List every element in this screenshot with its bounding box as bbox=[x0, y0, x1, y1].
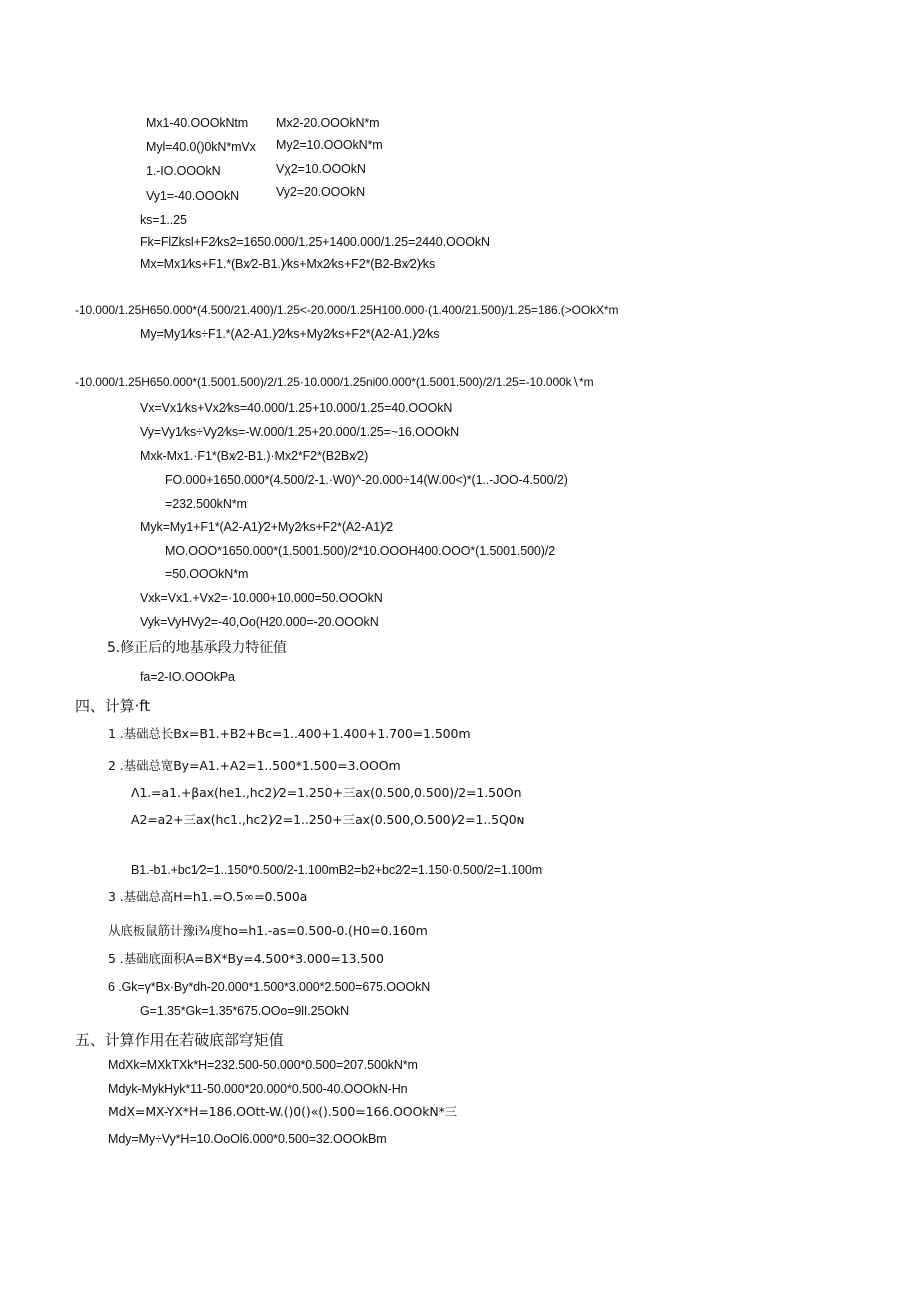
text-line: -10.000/1.25H650.000*(1.5001.500)/2/1.25·10.000/1.25ni00.000*(1.5001.500)/2/1.25=-10.000k∖*m bbox=[75, 375, 594, 389]
text-line: Vy2=20.OOOkN bbox=[276, 185, 365, 199]
text-line: Mdyk-MykHyk*11-50.000*20.000*0.500-40.OOOkN-Hn bbox=[108, 1082, 408, 1096]
text-line: Mdy=My÷Vy*H=10.OoOl6.000*0.500=32.OOOkBm bbox=[108, 1132, 387, 1146]
text-line: Myl=40.0()0kN*mVx bbox=[146, 140, 256, 154]
text-line: B1.-b1.+bc1⁄2=1..150*0.500/2-1.100mB2=b2+bc2⁄2=1.150·0.500/2=1.100m bbox=[131, 863, 543, 877]
text-line: Vy=Vy1⁄ks÷Vy2⁄ks=-W.000/1.25+20.000/1.25=~16.OOOkN bbox=[140, 425, 460, 439]
text-line: MdXk=MXkTXk*H=232.500-50.000*0.500=207.500kN*m bbox=[108, 1058, 418, 1072]
text-line: My=My1⁄ks÷F1.*(A2-A1.)⁄2⁄ks+My2⁄ks+F2*(A2-A1.)⁄2⁄ks bbox=[140, 327, 440, 341]
text-line: Mx1-40.OOOkNtm bbox=[146, 116, 249, 130]
section-heading: 5.修正后的地基承段力特征值 bbox=[107, 640, 287, 656]
section-heading: 四、计算·ft bbox=[75, 697, 150, 715]
text-line: Λ1.=a1.+βax(he1.,hc2)⁄2=1.250+三ax(0.500,0.500)/2=1.50On bbox=[131, 785, 522, 800]
text-line: 1.-IO.OOOkN bbox=[146, 164, 221, 178]
text-line: Vχ2=10.OOOkN bbox=[276, 162, 366, 176]
text-line: G=1.35*Gk=1.35*675.OOo=9lI.25OkN bbox=[140, 1004, 350, 1018]
text-line: Vyk=VyHVy2=-40,Oo(H20.000=-20.OOOkN bbox=[140, 615, 379, 629]
text-line: Mx=Mx1⁄ks+F1.*(Bx⁄2-B1.)⁄ks+Mx2⁄ks+F2*(B2-Bx⁄2)⁄ks bbox=[140, 257, 436, 271]
text-line: -10.000/1.25H650.000*(4.500/21.400)/1.25<-20.000/1.25H100.000·(1.400/21.500)/1.25=186.(>OOkX*m bbox=[75, 303, 619, 317]
text-line: Vx=Vx1⁄ks+Vx2⁄ks=40.000/1.25+10.000/1.25=40.OOOkN bbox=[140, 401, 453, 415]
text-line: Mx2-20.OOOkN*m bbox=[276, 116, 380, 130]
text-line: 从底板鼠筋计豫i¾度ho=h1.-as=0.500-0.(H0=0.160m bbox=[108, 923, 428, 938]
text-line: A2=a2+三ax(hc1.,hc2)⁄2=1..250+三ax(0.500,O.500)⁄2=1..5Q0ɴ bbox=[131, 812, 525, 827]
text-line: FO.000+1650.000*(4.500/2-1.·W0)^-20.000÷14(W.00<)*(1..-JOO-4.500/2) bbox=[165, 473, 568, 487]
text-line: Fk=FlZksl+F2⁄ks2=1650.000/1.25+1400.000/1.25=2440.OOOkN bbox=[140, 235, 490, 249]
text-line: 6 .Gk=γ*Bx·By*dh-20.000*1.500*3.000*2.500=675.OOOkN bbox=[108, 980, 431, 994]
text-line: MO.OOO*1650.000*(1.5001.500)/2*10.OOOH400.OOO*(1.5001.500)/2 bbox=[165, 544, 556, 558]
section-heading: 五、计算作用在若破底部穹矩值 bbox=[75, 1031, 284, 1049]
text-line: 2 .基础总宽By=A1.+A2=1..500*1.500=3.OOOm bbox=[108, 758, 401, 773]
text-line: Vxk=Vx1.+Vx2=·10.000+10.000=50.OOOkN bbox=[140, 591, 383, 605]
text-line: 1 .基础总长Bx=B1.+B2+Bc=1..400+1.400+1.700=1.500m bbox=[108, 726, 471, 741]
text-line: My2=10.OOOkN*m bbox=[276, 138, 383, 152]
text-line: 3 .基础总高H=h1.=O.5∞=0.500a bbox=[108, 889, 308, 904]
text-line: Mxk-Mx1.·F1*(Bx⁄2-B1.)·Mx2*F2*(B2Bx⁄2) bbox=[140, 449, 369, 463]
text-line: MdX=MX-YX*H=186.OOtt-W.()0()«().500=166.OOOkN*三 bbox=[108, 1104, 458, 1119]
text-line: Vy1=-40.OOOkN bbox=[146, 189, 240, 203]
text-line: fa=2-IO.OOOkPa bbox=[140, 670, 235, 684]
text-line: ks=1..25 bbox=[140, 213, 187, 227]
text-line: =232.500kN*m bbox=[165, 497, 247, 511]
text-line: 5 .基础底面积A=BX*By=4.500*3.000=13.500 bbox=[108, 951, 384, 966]
text-line: =50.OOOkN*m bbox=[165, 567, 249, 581]
text-line: Myk=My1+F1*(A2-A1)⁄2+My2⁄ks+F2*(A2-A1)⁄2 bbox=[140, 520, 394, 534]
